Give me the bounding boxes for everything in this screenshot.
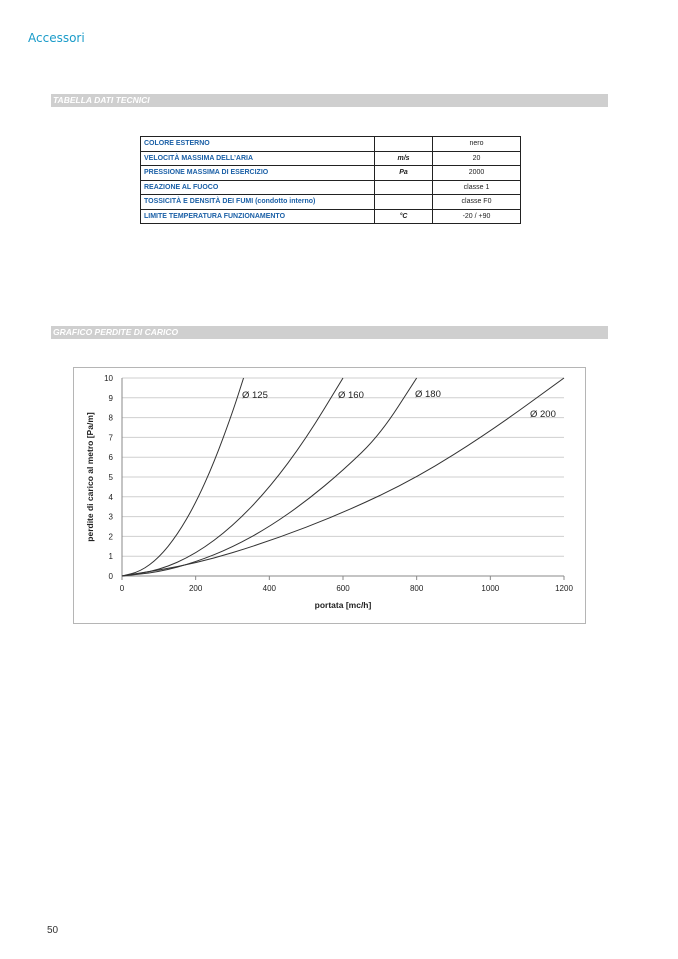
- chart-section-title: GRAFICO PERDITE DI CARICO: [51, 326, 608, 339]
- row-unit: Pa: [375, 166, 433, 181]
- y-tick-label: 4: [108, 492, 113, 502]
- row-label: REAZIONE AL FUOCO: [141, 180, 375, 195]
- row-value: 20: [433, 151, 521, 166]
- y-tick-label: 0: [108, 572, 113, 581]
- y-tick-label: 5: [108, 473, 113, 482]
- x-axis-title: portata [mc/h]: [314, 600, 372, 610]
- table-row: [141, 209, 521, 224]
- row-label: VELOCITÀ MASSIMA DELL’ARIA: [141, 151, 375, 166]
- section-title: Accessori: [28, 31, 85, 45]
- pressure-loss-chart: [74, 368, 585, 623]
- table-row: [141, 195, 521, 210]
- row-unit: °C: [375, 209, 433, 224]
- row-unit: m/s: [375, 151, 433, 166]
- y-tick-label: 9: [108, 393, 113, 403]
- x-tick-label: 800: [409, 584, 424, 593]
- row-unit: [375, 180, 433, 195]
- x-tick-label: 1000: [481, 584, 500, 593]
- y-axis-title: perdite di carico al metro [Pa/m]: [85, 412, 95, 542]
- series-label: Ø 180: [415, 389, 441, 400]
- y-tick-label: 7: [108, 433, 113, 443]
- row-value: classe 1: [433, 180, 521, 195]
- row-label: LIMITE TEMPERATURA FUNZIONAMENTO: [141, 209, 375, 224]
- row-unit: [375, 137, 433, 152]
- series-label: Ø 200: [530, 409, 556, 420]
- table-row: [141, 180, 521, 195]
- row-value: classe F0: [433, 195, 521, 210]
- x-tick-label: 600: [336, 584, 350, 593]
- y-tick-label: 2: [108, 532, 113, 542]
- row-value: nero: [433, 137, 521, 152]
- row-label: PRESSIONE MASSIMA DI ESERCIZIO: [141, 166, 375, 181]
- row-value: 2000: [433, 166, 521, 181]
- x-tick-label: 400: [262, 584, 277, 593]
- page-number: 50: [47, 925, 59, 936]
- y-tick-label: 6: [108, 453, 113, 463]
- y-tick-label: 8: [108, 413, 113, 423]
- tech-table: [140, 136, 521, 224]
- y-tick-label: 1: [108, 552, 113, 562]
- x-tick-label: 1200: [555, 584, 573, 593]
- series-label: Ø 125: [242, 390, 268, 401]
- chart-frame: [73, 367, 586, 624]
- table-row: [141, 151, 521, 166]
- tech-table-title: TABELLA DATI TECNICI: [51, 94, 608, 107]
- y-tick-label: 3: [108, 512, 113, 522]
- row-label: TOSSICITÀ E DENSITÀ DEI FUMI (condotto interno): [141, 195, 375, 210]
- x-tick-label: 0: [119, 584, 125, 593]
- y-tick-label: 10: [104, 374, 113, 383]
- series-label: Ø 160: [338, 390, 364, 401]
- row-label: COLORE ESTERNO: [141, 137, 375, 152]
- x-tick-label: 200: [188, 584, 203, 593]
- row-unit: [375, 195, 433, 210]
- table-row: [141, 137, 521, 152]
- table-row: [141, 166, 521, 181]
- row-value: -20 / +90: [433, 209, 521, 224]
